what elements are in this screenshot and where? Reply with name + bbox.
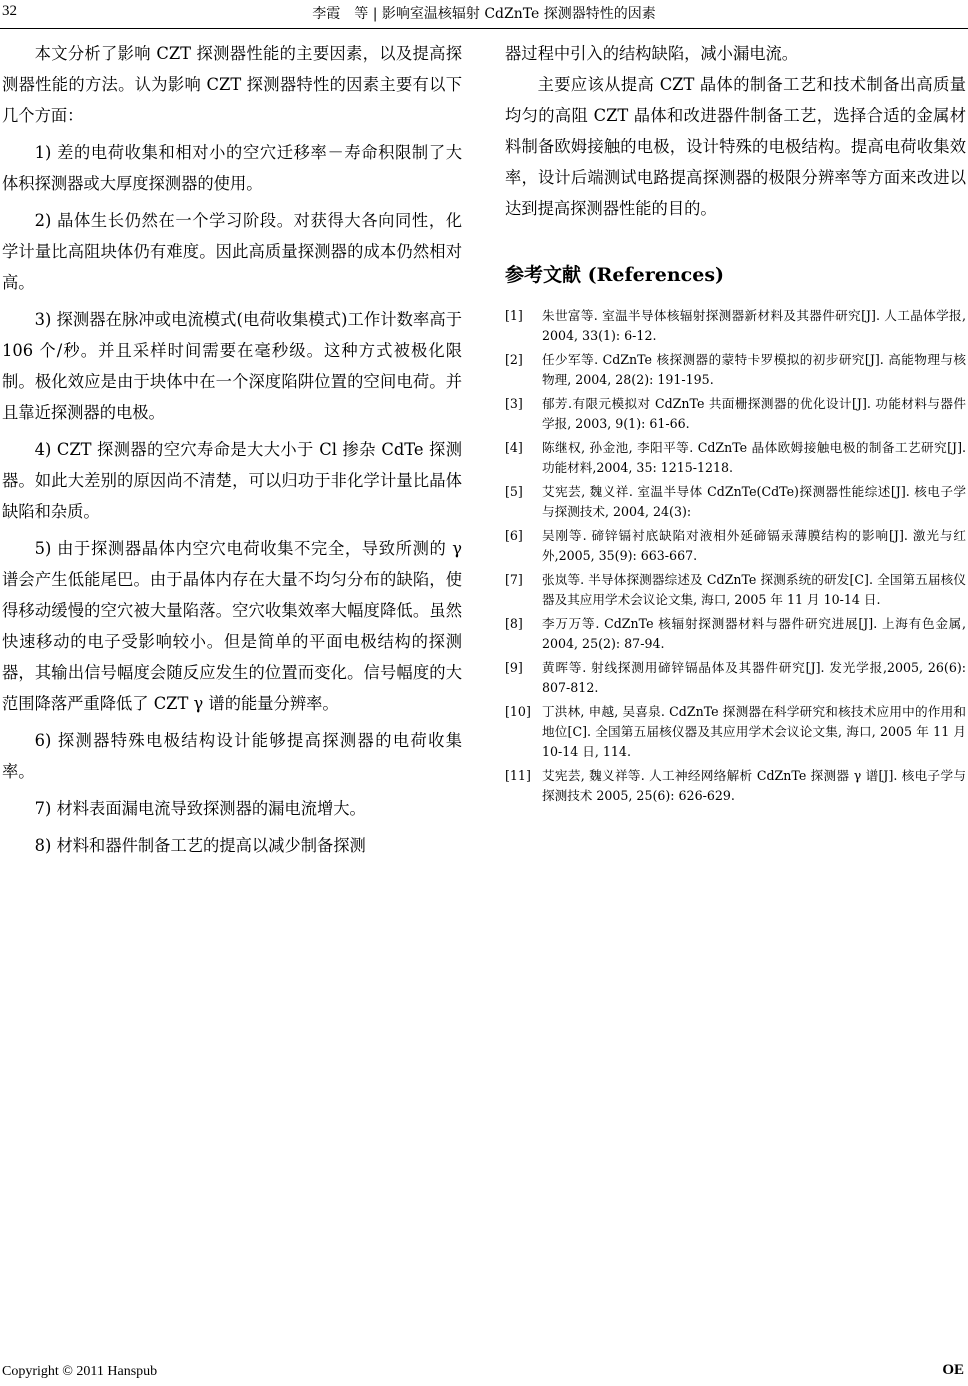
body-paragraph-item-1: 1) 差的电荷收集和相对小的空穴迁移率－寿命积限制了大体积探测器或大厚度探测器的使用。 [2, 143, 462, 193]
body-paragraph-item-6: 6) 探测器特殊电极结构设计能够提高探测器的电荷收集率。 [2, 731, 462, 781]
reference-number: [6] [505, 528, 523, 543]
reference-text: 黄晖等. 射线探测用碲锌镉晶体及其器件研究[J]. 发光学报,2005, 26(6): 807-812. [542, 660, 966, 695]
reference-text: 艾宪芸, 魏义祥. 室温半导体 CdZnTe(CdTe)探测器性能综述[J]. 核电子学与探测技术, 2004, 24(3): [542, 484, 966, 519]
reference-item [505, 570, 966, 610]
reference-text: 郁芳.有限元模拟对 CdZnTe 共面栅探测器的优化设计[J]. 功能材料与器件学报, 2003, 9(1): 61-66. [542, 396, 966, 431]
reference-text: 李万万等. CdZnTe 核辐射探测器材料与器件研究进展[J]. 上海有色金属, 2004, 25(2): 87-94. [542, 616, 966, 651]
reference-text: 张岚等. 半导体探测器综述及 CdZnTe 探测系统的研发[C]. 全国第五届核仪器及其应用学术会议论文集, 海口, 2005 年 11 月 10-14 日. [542, 572, 966, 607]
body-paragraph-item-2: 2) 晶体生长仍然在一个学习阶段。对获得大各向同性，化学计量比高阻块体仍有难度。因此高质量探测器的成本仍然相对高。 [2, 211, 462, 292]
body-paragraph-item-4: 4) CZT 探测器的空穴寿命是大大小于 Cl 掺杂 CdTe 探测器。如此大差别的原因尚不清楚，可以归功于非化学计量比晶体缺陷和杂质。 [2, 440, 462, 521]
left-column [2, 38, 462, 867]
reference-item [505, 394, 966, 434]
running-title: 李霞 等 | 影响室温核辐射 CdZnTe 探测器特性的因素 [312, 6, 656, 22]
right-column [505, 38, 966, 810]
reference-item [505, 614, 966, 654]
page-header [0, 0, 968, 29]
reference-item [505, 702, 966, 762]
reference-text: 丁洪林, 申越, 吴喜泉. CdZnTe 探测器在科学研究和核技术应用中的作用和地位[C]. 全国第五届核仪器及其应用学术会议论文集, 海口, 2005 年 11 月 10-14 日, 114. [542, 704, 966, 759]
reference-list [505, 306, 966, 806]
reference-item [505, 766, 966, 806]
body-paragraph-item-7: 7) 材料表面漏电流导致探测器的漏电流增大。 [34, 799, 366, 818]
page-number: 32 [2, 3, 17, 19]
reference-number: [7] [505, 572, 523, 587]
reference-item [505, 306, 966, 346]
reference-number: [8] [505, 616, 523, 631]
footer-journal-abbrev: OE [942, 1362, 964, 1378]
reference-number: [4] [505, 440, 523, 455]
reference-text: 朱世富等. 室温半导体核辐射探测器新材料及其器件研究[J]. 人工晶体学报, 2004, 33(1): 6-12. [542, 308, 966, 343]
reference-text: 艾宪芸, 魏义祥等. 人工神经网络解析 CdZnTe 探测器 γ 谱[J]. 核电子学与探测技术 2005, 25(6): 626-629. [542, 768, 966, 803]
body-paragraph-intro: 本文分析了影响 CZT 探测器性能的主要因素，以及提高探测器性能的方法。认为影响 CZT 探测器特性的因素主要有以下几个方面： [2, 44, 462, 125]
reference-text: 陈继权, 孙金池, 李阳平等. CdZnTe 晶体欧姆接触电极的制备工艺研究[J]. 功能材料,2004, 35: 1215-1218. [542, 440, 966, 475]
body-paragraph-continuation: 器过程中引入的结构缺陷，减小漏电流。 [505, 44, 799, 63]
reference-number: [11] [505, 768, 531, 783]
reference-item [505, 350, 966, 390]
reference-item [505, 658, 966, 698]
reference-number: [1] [505, 308, 523, 323]
reference-number: [5] [505, 484, 523, 499]
reference-text: 任少军等. CdZnTe 核探测器的蒙特卡罗模拟的初步研究[J]. 高能物理与核物理, 2004, 28(2): 191-195. [542, 352, 966, 387]
body-paragraph-item-5: 5) 由于探测器晶体内空穴电荷收集不完全，导致所测的 γ 谱会产生低能尾巴。由于晶体内存在大量不均匀分布的缺陷，使得移动缓慢的空穴被大量陷落。空穴收集效率大幅度降低。虽然快速移动的电子受影响较小。但是简单的平面电极结构的探测器，其输出信号幅度会随反应发生的位置而变化。信号幅度的大范围降落严重降低了 CZT γ 谱的能量分辨率。 [2, 539, 462, 713]
reference-number: [3] [505, 396, 523, 411]
reference-item [505, 482, 966, 522]
body-paragraph-item-8: 8) 材料和器件制备工艺的提高以减少制备探测 [34, 836, 366, 855]
reference-item [505, 438, 966, 478]
reference-text: 吴刚等. 碲锌镉衬底缺陷对液相外延碲镉汞薄膜结构的影响[J]. 激光与红外,2005, 35(9): 663-667. [542, 528, 966, 563]
reference-number: [10] [505, 704, 531, 719]
reference-item [505, 526, 966, 566]
footer-copyright: Copyright © 2011 Hanspub [2, 1364, 158, 1379]
reference-number: [9] [505, 660, 523, 675]
reference-number: [2] [505, 352, 523, 367]
references-heading: 参考文献 (References) [505, 264, 725, 286]
body-paragraph-conclusion: 主要应该从提高 CZT 晶体的制备工艺和技术制备出高质量均匀的高阻 CZT 晶体和改进器件制备工艺，选择合适的金属材料制备欧姆接触的电极，设计特殊的电极结构。提高电荷收集效率，设计后端测试电路提高探测器的极限分辨率等方面来改进以达到提高探测器性能的目的。 [505, 75, 966, 218]
body-paragraph-item-3: 3) 探测器在脉冲或电流模式(电荷收集模式)工作计数率高于 106 个/秒。并且采样时间需要在毫秒级。这种方式被极化限制。极化效应是由于块体中在一个深度陷阱位置的空间电荷。并且靠近探测器的电极。 [2, 310, 462, 422]
